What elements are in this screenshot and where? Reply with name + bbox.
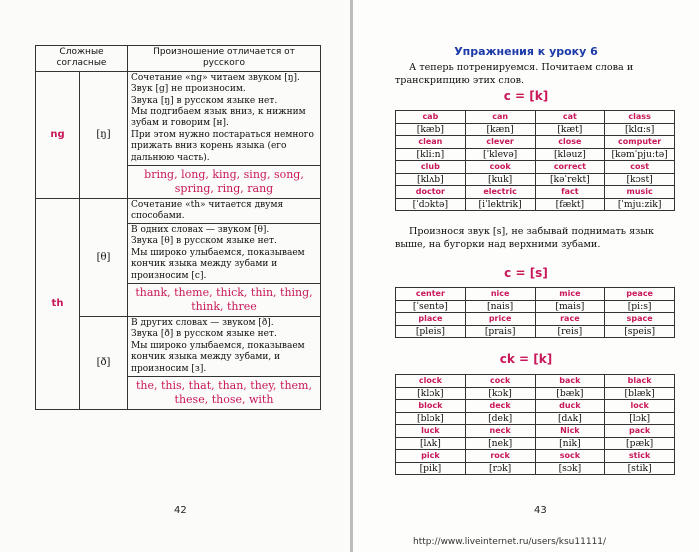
transcription-cell: [rɔk] <box>465 462 535 475</box>
heading-ck-text: ck = [k] <box>499 352 553 366</box>
transcription-row <box>396 123 675 136</box>
exercise-title: Упражнения к уроку 6 <box>454 45 598 58</box>
transcription-cell: [kæn] <box>465 123 535 136</box>
word-cell: deck <box>465 400 535 413</box>
transcription-cell: [klʌb] <box>396 173 466 186</box>
transcription-row <box>396 387 675 400</box>
transcription-cell: [dʌk] <box>535 412 605 425</box>
transcription-cell: [nais] <box>465 300 535 313</box>
pronunciation-note: Произнося звук [s], не забывай поднимать язык выше, на бугорки над верхними зубами. <box>395 226 654 250</box>
word-cell: clever <box>465 136 535 149</box>
word-cell: cost <box>605 161 675 174</box>
transcription-cell: [kæb] <box>396 123 466 136</box>
transcription-cell: [ˈsentə] <box>396 300 466 313</box>
intro-text: А теперь потренируемся. Почитаем слова и транскрипцию этих слов. <box>395 62 634 86</box>
watermark-url: http://www.liveinternet.ru/users/ksu11111/ <box>413 537 607 547</box>
th-letters: th <box>36 199 80 410</box>
word-cell: race <box>535 313 605 326</box>
ng-letters: ng <box>36 71 80 198</box>
transcription-row <box>396 173 675 186</box>
word-row <box>396 425 675 438</box>
word-cell: neck <box>465 425 535 438</box>
word-cell: space <box>605 313 675 326</box>
transcription-cell: [kləuz] <box>535 148 605 161</box>
word-cell: computer <box>605 136 675 149</box>
ng-row <box>36 71 321 198</box>
word-cell: peace <box>605 288 675 301</box>
transcription-cell: [blɔk] <box>396 412 466 425</box>
header-complex-consonants: Сложные согласные <box>36 46 128 72</box>
word-cell: cock <box>465 375 535 388</box>
word-row <box>396 186 675 199</box>
th-line: В других словах — звуком [ð]. <box>131 317 274 328</box>
word-cell: music <box>605 186 675 199</box>
transcription-cell: [nik] <box>535 437 605 450</box>
transcription-cell: [kɔst] <box>605 173 675 186</box>
word-cell: place <box>396 313 466 326</box>
heading-c-s <box>353 266 699 280</box>
word-cell: club <box>396 161 466 174</box>
transcription-cell: [pik] <box>396 462 466 475</box>
transcription-cell: [kəmˈpju:tə] <box>605 148 675 161</box>
word-cell: lock <box>605 400 675 413</box>
word-cell: back <box>535 375 605 388</box>
word-cell: cab <box>396 111 466 124</box>
word-row <box>396 136 675 149</box>
table-c-k <box>395 110 675 211</box>
transcription-cell: [kɔk] <box>465 387 535 400</box>
word-row <box>396 288 675 301</box>
th-line: Звука [ð] в русском языке нет. <box>131 329 277 340</box>
th-line: Мы широко улыбаемся, показываем кончик языка между зубами, и произносим [з]. <box>131 340 305 374</box>
table-ck <box>395 374 675 475</box>
transcription-cell: [speis] <box>605 325 675 338</box>
word-cell: price <box>465 313 535 326</box>
transcription-cell: [stik] <box>605 462 675 475</box>
th-line: Сочетание «th» читается двумя способами. <box>131 200 284 222</box>
word-cell: correct <box>535 161 605 174</box>
transcription-cell: [pleis] <box>396 325 466 338</box>
word-cell: mice <box>535 288 605 301</box>
word-cell: class <box>605 111 675 124</box>
th-voiceless-examples: thank, theme, thick, thin, thing, think, three <box>128 283 320 316</box>
word-cell: Nick <box>535 425 605 438</box>
ng-examples: bring, long, king, sing, song, spring, ring, rang <box>128 165 320 198</box>
word-cell: block <box>396 400 466 413</box>
transcription-cell: [ˈmju:zik] <box>605 198 675 211</box>
ng-line: Сочетание «ng» читаем звуком [ŋ]. Звук [g] не произносим. <box>131 72 300 95</box>
transcription-cell: [dek] <box>465 412 535 425</box>
ng-line: При этом нужно постараться немного прижать вниз корень языка (его дальнюю часть). <box>131 129 314 163</box>
word-cell: clock <box>396 375 466 388</box>
ng-description <box>128 71 321 198</box>
right-page <box>353 0 699 552</box>
transcription-row <box>396 437 675 450</box>
transcription-cell: [kəˈrekt] <box>535 173 605 186</box>
word-cell: can <box>465 111 535 124</box>
word-row <box>396 161 675 174</box>
transcription-cell: [klɑ:s] <box>605 123 675 136</box>
transcription-cell: [kuk] <box>465 173 535 186</box>
word-cell: stick <box>605 450 675 463</box>
transcription-cell: [iˈlektrik] <box>465 198 535 211</box>
transcription-cell: [mais] <box>535 300 605 313</box>
word-cell: cook <box>465 161 535 174</box>
page-number-right: 43 <box>534 505 547 516</box>
transcription-row <box>396 148 675 161</box>
transcription-cell: [fækt] <box>535 198 605 211</box>
th-line: Мы широко улыбаемся, показываем кончик языка между зубами и произносим [с]. <box>131 247 305 281</box>
transcription-row <box>396 198 675 211</box>
table-c-s <box>395 287 675 338</box>
transcription-row <box>396 300 675 313</box>
word-cell: pick <box>396 450 466 463</box>
th-line: В одних словах — звуком [θ]. <box>128 223 320 236</box>
word-cell: sock <box>535 450 605 463</box>
page-number-left: 42 <box>174 505 187 516</box>
th-voiced-examples: the, this, that, than, they, them, these, those, with <box>128 376 320 409</box>
word-row <box>396 313 675 326</box>
word-cell: black <box>605 375 675 388</box>
th-voiceless-description <box>128 199 321 317</box>
heading-ck <box>353 352 699 366</box>
word-cell: close <box>535 136 605 149</box>
transcription-cell: [sɔk] <box>535 462 605 475</box>
transcription-cell: [kli:n] <box>396 148 466 161</box>
word-cell: pack <box>605 425 675 438</box>
word-cell: rock <box>465 450 535 463</box>
word-cell: doctor <box>396 186 466 199</box>
transcription-cell: [pæk] <box>605 437 675 450</box>
transcription-cell: [klɔk] <box>396 387 466 400</box>
word-cell: electric <box>465 186 535 199</box>
word-row <box>396 400 675 413</box>
word-row <box>396 111 675 124</box>
transcription-cell: [prais] <box>465 325 535 338</box>
consonants-table <box>35 45 321 410</box>
th-voiceless-row <box>36 199 321 317</box>
transcription-row <box>396 325 675 338</box>
th-voiced-description <box>128 316 321 409</box>
word-row <box>396 450 675 463</box>
word-cell: clean <box>396 136 466 149</box>
heading-c-k <box>353 89 699 103</box>
word-cell: center <box>396 288 466 301</box>
header-pronunciation: Произношение отличается от русского <box>128 46 321 72</box>
transcription-cell: [lɔk] <box>605 412 675 425</box>
transcription-cell: [kæt] <box>535 123 605 136</box>
heading-c-s-text: c = [s] <box>504 266 548 280</box>
ng-line: Мы подгибаем язык вниз, к нижним зубам и говорим [н]. <box>131 107 306 129</box>
word-cell: fact <box>535 186 605 199</box>
ng-sound: [ŋ] <box>80 71 128 198</box>
transcription-row <box>396 412 675 425</box>
heading-c-k-text: c = [k] <box>503 89 549 103</box>
transcription-cell: [ˈdɔktə] <box>396 198 466 211</box>
transcription-row <box>396 462 675 475</box>
th-voiceless-sound: [θ] <box>80 199 128 317</box>
transcription-cell: [nek] <box>465 437 535 450</box>
word-cell: cat <box>535 111 605 124</box>
transcription-cell: [ˈklevə] <box>465 148 535 161</box>
word-cell: luck <box>396 425 466 438</box>
transcription-cell: [bæk] <box>535 387 605 400</box>
transcription-cell: [lʌk] <box>396 437 466 450</box>
ng-line: Звука [ŋ] в русском языке нет. <box>131 95 278 106</box>
transcription-cell: [pi:s] <box>605 300 675 313</box>
th-line: Звука [θ] в русском языке нет. <box>131 236 277 247</box>
transcription-cell: [blæk] <box>605 387 675 400</box>
word-cell: duck <box>535 400 605 413</box>
th-voiced-sound: [ð] <box>80 316 128 409</box>
word-row <box>396 375 675 388</box>
transcription-cell: [reis] <box>535 325 605 338</box>
word-cell: nice <box>465 288 535 301</box>
